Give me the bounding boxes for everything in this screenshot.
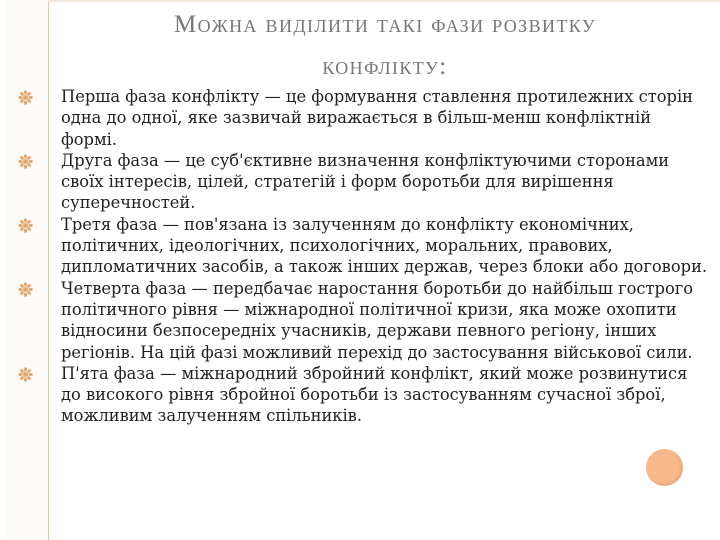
bullet-text-4: Четверта фаза — передбачає наростання боротьби до найбільш гострого політичного рівня — міжнародної політичної кризи, яка може охопити відносини безпосередніх учасників, держави певного регіону, інших регіонів. На цій фазі можливий перехід до застосування військової сили. [61, 278, 694, 362]
bullet-item-4 [18, 278, 710, 363]
sun-flower-icon [18, 218, 33, 233]
top-frame-line [48, 0, 720, 2]
bullet-item-5 [18, 363, 710, 427]
sun-flower-icon [18, 154, 33, 169]
bullet-text-1: Перша фаза конфлікту — це формування ставлення протилежних сторін одна до одної, яке зазвичай виражається в більш-менш конфліктній формі. [61, 87, 694, 149]
bullet-item-3 [18, 214, 710, 278]
sun-flower-icon [18, 90, 33, 105]
sun-flower-icon [18, 282, 33, 297]
bullet-text-3: Третя фаза — пов'язана із залученням до конфлікту економічних, політичних, ідеологічних, психологічних, моральних, правових, дипломатичних засобів, а також інших держав, через блоки або договори. [61, 214, 708, 277]
slide-title-line-2: конфлікту: [322, 53, 448, 80]
slide-title [60, 4, 710, 88]
bullet-item-2 [18, 150, 710, 214]
slide-title-line-1: Можна виділити такі фази розвитку [174, 11, 596, 38]
decorative-orange-circle [646, 449, 683, 486]
bullet-list [18, 86, 710, 427]
bullet-text-5: П'ята фаза — міжнародний збройний конфлікт, який може розвинутися до високого рівня збройної боротьби із застосуванням сучасної зброї, можливим залученням спільників. [61, 363, 688, 426]
bullet-text-2: Друга фаза — це суб'єктивне визначення конфліктуючими сторонами своїх інтересів, цілей, стратегій і форм боротьби для вирішення суперечностей. [61, 150, 670, 213]
sun-flower-icon [18, 367, 33, 382]
bullet-item-1 [18, 86, 710, 150]
